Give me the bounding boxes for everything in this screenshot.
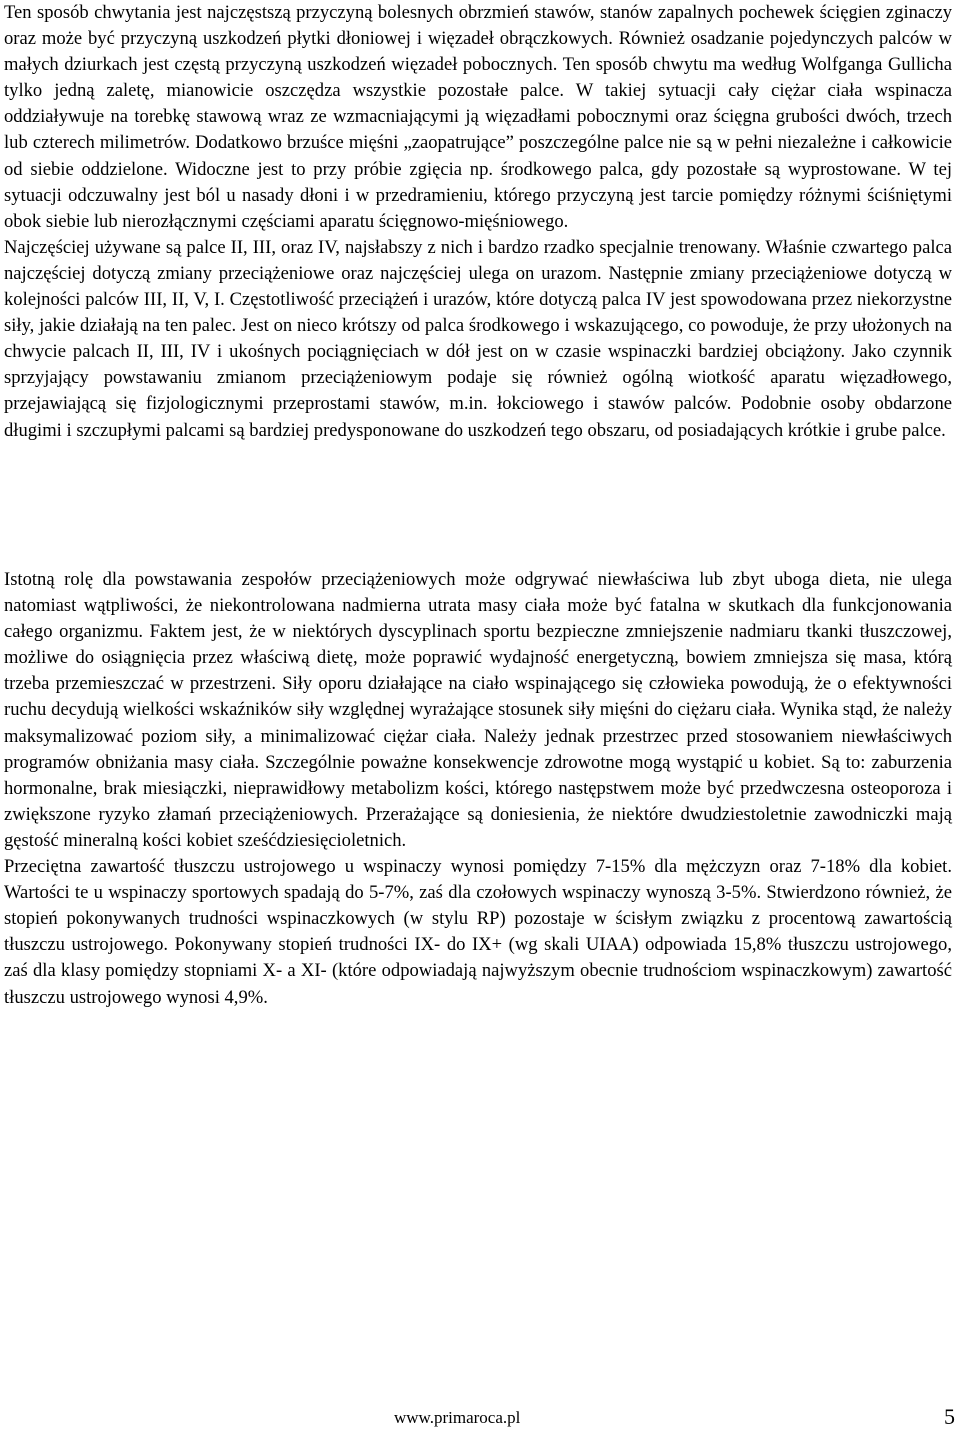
text-section-1 (4, 0, 952, 444)
paragraph: Istotną rolę dla powstawania zespołów przeciążeniowych może odgrywać niewłaściwa lub zbyt uboga dieta, nie ulega natomiast wątpliwości, że niekontrolowana nadmierna utrata masy ciała może być fatalna w skutkach dla funkcjonowania całego organizmu. Faktem jest, że w niektórych dyscyplinach sportu bezpieczne zmniejszenie nadmiaru tkanki tłuszczowej, możliwe do osiągnięcia przez właściwą dietę, może poprawić wydajność energetyczną, bowiem zmniejsza się masa, którą trzeba przemieszczać w przestrzeni. Siły oporu działające na ciało wspinającego się człowieka powodują, że o efektywności ruchu decydują wielkości wskaźników siły względnej wyrażające stosunek siły mięśni do ciężaru ciała. Wynika stąd, że należy maksymalizować poziom siły, a minimalizować ciężar ciała. Należy jednak przestrzec przed stosowaniem niewłaściwych programów obniżania masy ciała. Szczególnie poważne konsekwencje zdrowotne mogą wystąpić u kobiet. Są to: zaburzenia hormonalne, brak miesiączki, nieprawidłowy metabolizm kości, którego następstwem może być przedwczesna osteoporoza i zwiększone ryzyko złamań przeciążeniowych. Przerażające są doniesienia, że niektóre dwudziestoletnie zawodniczki mają gęstość mineralną kości kobiet sześćdziesięcioletnich. (4, 569, 952, 851)
text-section-2 (4, 567, 952, 1011)
paragraph: Ten sposób chwytania jest najczęstszą przyczyną bolesnych obrzmień stawów, stanów zapalnych pochewek ścięgien zginaczy oraz może być przyczyną uszkodzeń płytki dłoniowej i więzadeł obrączkowych. Również osadzanie pojedynczych palców w małych dziurkach jest częstą przyczyną uszkodzeń więzadeł pobocznych. Ten sposób chwytu ma według Wolfganga Gullicha tylko jedną zaletę, mianowicie oszczędza wszystkie pozostałe palce. W takiej sytuacji cały ciężar ciała wspinacza oddziaływuje na torebkę stawową wraz ze wzmacniającymi ją więzadłami pobocznymi oraz ścięgna grubości dwóch, trzech lub czterech milimetrów. Dodatkowo brzuśce mięśni „zaopatrujące” poszczególne palce nie są w pełni niezależne i całkowicie od siebie oddzielone. Widoczne jest to przy próbie zgięcia np. środkowego palca, gdy pozostałe są wyprostowane. W tej sytuacji odczuwalny jest ból u nasady dłoni i w przedramieniu, którego przyczyną jest tarcie pomiędzy różnymi ściśniętymi obok siebie lub nierozłącznymi częściami aparatu ścięgnowo-mięśniowego. (4, 2, 952, 232)
page-number: 5 (944, 1404, 955, 1429)
paragraph: Najczęściej używane są palce II, III, oraz IV, najsłabszy z nich i bardzo rzadko specjalnie trenowany. Właśnie czwartego palca najczęściej dotyczą zmiany przeciążeniowe oraz najczęściej ulega on urazom. Następnie zmiany przeciążeniowe dotyczą w kolejności palców III, II, V, I. Częstotliwość przeciążeń i urazów, które dotyczą palca IV jest spowodowana przez niekorzystne siły, jakie działają na ten palec. Jest on nieco krótszy od palca środkowego i wskazującego, co powoduje, że przy ułożonych na chwycie palcach II, III, IV i ukośnych pociągnięciach w dół jest on w czasie wspinaczki bardziej obciążony. Jako czynnik sprzyjający powstawaniu zmianom przeciążeniowym podaje się również ogólną wiotkość aparatu więzadłowego, przejawiającą się fizjologicznymi przeprostami stawów, m.in. łokciowego i stawów palców. Podobnie osoby obdarzone długimi i szczupłymi palcami są bardziej predysponowane do uszkodzeń tego obszaru, od posiadających krótkie i grube palce. (4, 236, 952, 441)
paragraph: Przeciętna zawartość tłuszczu ustrojowego u wspinaczy wynosi pomiędzy 7-15% dla mężczyzn oraz 7-18% dla kobiet. Wartości te u wspinaczy sportowych spadają do 5-7%, zaś dla czołowych wspinaczy wynoszą 3-5%. Stwierdzono również, że stopień pokonywanych trudności wspinaczkowych (w stylu RP) pozostaje w ścisłym związku z procentową zawartością tłuszczu ustrojowego. Pokonywany stopień trudności IX- do IX+ (wg skali UIAA) odpowiada 15,8% tłuszczu ustrojowego, zaś dla klasy pomiędzy stopniami X- a XI- (które odpowiadają najwyższym obecnie trudnościom wspinaczkowym) zawartość tłuszczu ustrojowego wynosi 4,9%. (4, 856, 952, 1008)
footer-url[interactable]: www.primaroca.pl (394, 1408, 521, 1427)
